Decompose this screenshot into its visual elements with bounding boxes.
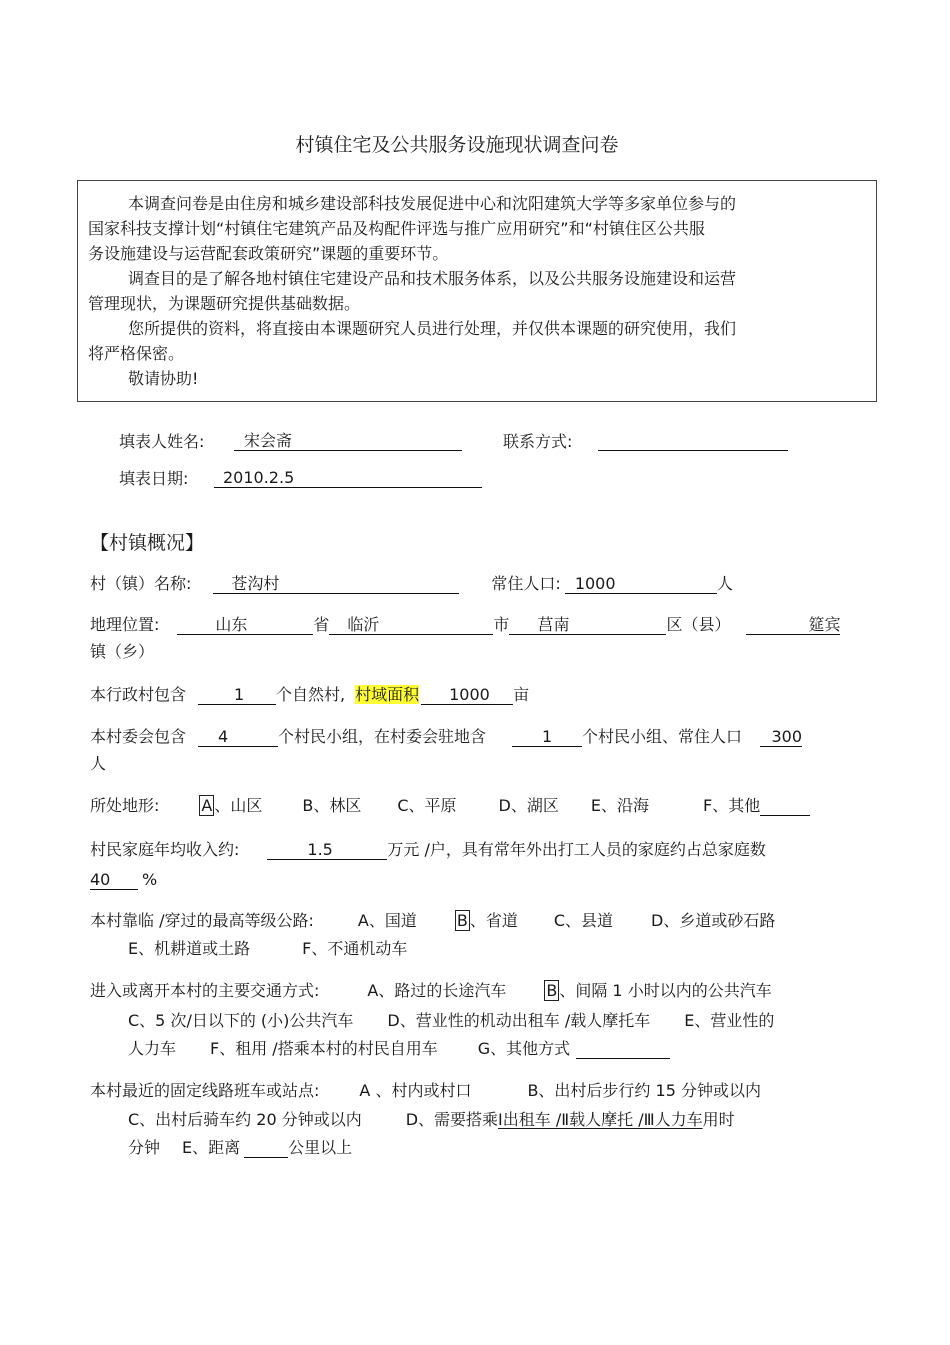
other-transport-field[interactable] xyxy=(576,1040,670,1059)
village-name-value: 苍沟村 xyxy=(231,574,280,593)
intro-text: 将严格保密。 xyxy=(88,344,185,363)
unit-text: 个村民小组、常住人口 xyxy=(582,727,743,746)
option-d[interactable]: D、需要搭乘 xyxy=(405,1110,499,1129)
option-d[interactable]: D、乡道或砂石路 xyxy=(651,911,776,930)
area-field[interactable] xyxy=(421,686,513,705)
q-committee xyxy=(90,727,802,747)
village-name-field[interactable] xyxy=(213,575,459,594)
seat-pop-value: 300 xyxy=(771,727,803,746)
option-b[interactable]: B、林区 xyxy=(302,796,362,815)
option-e[interactable]: E、沿海 xyxy=(590,796,649,815)
option-a[interactable]: A、国道 xyxy=(357,911,417,930)
option-b-selected[interactable]: B xyxy=(546,981,558,1000)
date-value: 2010.2.5 xyxy=(223,468,295,487)
q-label: 本行政村包含 xyxy=(90,685,187,704)
q-road xyxy=(90,911,775,931)
q-road-line2 xyxy=(128,939,407,959)
q-label: 地理位置: xyxy=(90,615,160,634)
province-field[interactable] xyxy=(177,616,313,635)
option-b[interactable]: B、出村后步行约 15 分钟或以内 xyxy=(527,1081,761,1100)
option-c[interactable]: C、平原 xyxy=(397,796,457,815)
unit-text: 万元 /户，具有常年外出打工人员的家庭约占总家庭数 xyxy=(387,840,766,859)
q-label: 本村委会包含 xyxy=(90,727,187,746)
town-field[interactable] xyxy=(746,616,840,635)
q-income-percent xyxy=(90,870,157,890)
percent-field[interactable] xyxy=(90,871,138,890)
q-terrain xyxy=(90,796,810,816)
option-e[interactable]: E、营业性的 xyxy=(684,1011,775,1030)
option-text: 用时 xyxy=(702,1110,735,1129)
q-bus xyxy=(90,1081,761,1101)
intro-text: 本调查问卷是由住房和城乡建设部科技发展促进中心和沈阳建筑大学等多家单位参与的 xyxy=(128,194,737,213)
option-f[interactable]: F、租用 /搭乘本村的村民自用车 xyxy=(210,1039,438,1058)
population-field[interactable] xyxy=(565,575,717,594)
intro-text: 国家科技支撑计划“村镇住宅建筑产品及构配件评选与推广应用研究”和“村镇住区公共服 xyxy=(88,219,705,238)
q-bus-line2 xyxy=(128,1110,735,1130)
name-field[interactable] xyxy=(234,432,462,451)
villages-field[interactable] xyxy=(198,686,276,705)
unit-text: 个自然村, xyxy=(276,685,346,704)
option-text: 、间隔 1 小时以内的公共汽车 xyxy=(559,981,772,1000)
unit-text: 市 xyxy=(493,615,510,634)
groups-field[interactable] xyxy=(198,728,278,747)
option-a[interactable]: A 、村内或村口 xyxy=(359,1081,472,1100)
option-text: 分钟 xyxy=(128,1138,161,1157)
city-value: 临沂 xyxy=(347,615,380,634)
option-f[interactable]: F、不通机动车 xyxy=(302,939,408,958)
income-field[interactable] xyxy=(267,841,387,860)
income-value: 1.5 xyxy=(307,840,333,859)
groups-value: 4 xyxy=(218,727,229,746)
unit-text: 亩 xyxy=(513,685,530,704)
option-b-selected[interactable]: B xyxy=(456,911,468,930)
q-label: 村民家庭年均收入约: xyxy=(90,840,240,859)
other-terrain-field[interactable] xyxy=(760,797,810,816)
unit-text: 省 xyxy=(313,615,330,634)
page-title: 村镇住宅及公共服务设施现状调查问卷 xyxy=(295,134,619,156)
intro-text: 敬请协助! xyxy=(128,369,199,388)
seat-groups-value: 1 xyxy=(542,727,553,746)
contact-field[interactable] xyxy=(598,432,788,451)
province-value: 山东 xyxy=(215,615,248,634)
vehicle-options[interactable]: Ⅰ出租车 /Ⅱ载人摩托 /Ⅲ人力车 xyxy=(498,1110,703,1129)
option-d[interactable]: D、营业性的机动出租车 /载人摩托车 xyxy=(387,1011,651,1030)
name-label: 填表人姓名: xyxy=(119,432,205,451)
population-value: 1000 xyxy=(574,574,616,593)
option-text: 、省道 xyxy=(469,911,518,930)
option-c[interactable]: C、县道 xyxy=(553,911,614,930)
district-field[interactable] xyxy=(509,616,666,635)
option-d[interactable]: D、湖区 xyxy=(498,796,559,815)
pop-unit: 人 xyxy=(716,574,733,593)
q-income xyxy=(90,840,766,860)
q-bus-line3 xyxy=(128,1138,352,1158)
seat-groups-field[interactable] xyxy=(512,728,582,747)
town-value: 筵宾 xyxy=(808,615,841,634)
option-c[interactable]: C、5 次/日以下的 (小)公共汽车 xyxy=(128,1011,354,1030)
q-location xyxy=(90,615,840,635)
intro-text: 您所提供的资料，将直接由本课题研究人员进行处理，并仅供本课题的研究使用，我们 xyxy=(128,319,737,338)
unit-text: 区（县） xyxy=(666,615,731,634)
pop-label: 常住人口: xyxy=(491,574,561,593)
option-a-selected[interactable]: A xyxy=(201,796,213,815)
date-field[interactable] xyxy=(214,469,482,488)
district-value: 莒南 xyxy=(537,615,570,634)
q-transport xyxy=(90,981,772,1001)
villages-value: 1 xyxy=(234,685,245,704)
section-title: 【村镇概况】 xyxy=(90,532,205,554)
q-label: 所处地形: xyxy=(90,796,160,815)
option-f[interactable]: F、其他 xyxy=(703,796,761,815)
percent-value: 40 xyxy=(90,870,111,889)
option-text: 公里以上 xyxy=(288,1138,353,1157)
option-text: 、山区 xyxy=(214,796,263,815)
distance-field[interactable] xyxy=(244,1139,288,1158)
option-c[interactable]: C、出村后骑车约 20 分钟或以内 xyxy=(128,1110,362,1129)
q-label: 村（镇）名称: xyxy=(90,574,192,593)
area-value: 1000 xyxy=(449,685,490,704)
option-e[interactable]: E、机耕道或土路 xyxy=(128,939,251,958)
q-transport-line3 xyxy=(128,1039,670,1059)
q-label: 本村最近的固定线路班车或站点: xyxy=(90,1081,320,1100)
q-label: 本村靠临 /穿过的最高等级公路: xyxy=(90,911,314,930)
intro-text: 管理现状，为课题研究提供基础数据。 xyxy=(88,294,361,313)
q-admin-village xyxy=(90,685,529,705)
seat-pop-field[interactable] xyxy=(760,728,802,747)
option-g[interactable]: G、其他方式 xyxy=(477,1039,571,1058)
option-e-cont: 人力车 xyxy=(128,1039,177,1058)
area-label-highlighted: 村域面积 xyxy=(355,685,420,704)
option-a[interactable]: A、路过的长途汽车 xyxy=(367,981,507,1000)
intro-box xyxy=(77,180,877,402)
city-field[interactable] xyxy=(329,616,493,635)
q-village-name xyxy=(90,574,733,594)
contact-label: 联系方式: xyxy=(503,432,573,451)
intro-text: 务设施建设与运营配套政策研究”课题的重要环节。 xyxy=(88,244,449,263)
unit-text: 个村民小组，在村委会驻地含 xyxy=(278,727,487,746)
date-label: 填表日期: xyxy=(119,469,189,488)
unit-text: % xyxy=(142,870,158,889)
option-e[interactable]: E、距离 xyxy=(182,1138,241,1157)
pop-unit: 人 xyxy=(90,754,107,773)
town-unit: 镇（乡） xyxy=(90,642,155,661)
name-value: 宋会斋 xyxy=(244,431,293,450)
q-label: 进入或离开本村的主要交通方式: xyxy=(90,981,320,1000)
intro-text: 调查目的是了解各地村镇住宅建设产品和技术服务体系，以及公共服务设施建设和运营 xyxy=(128,269,737,288)
q-transport-line2 xyxy=(128,1011,774,1031)
